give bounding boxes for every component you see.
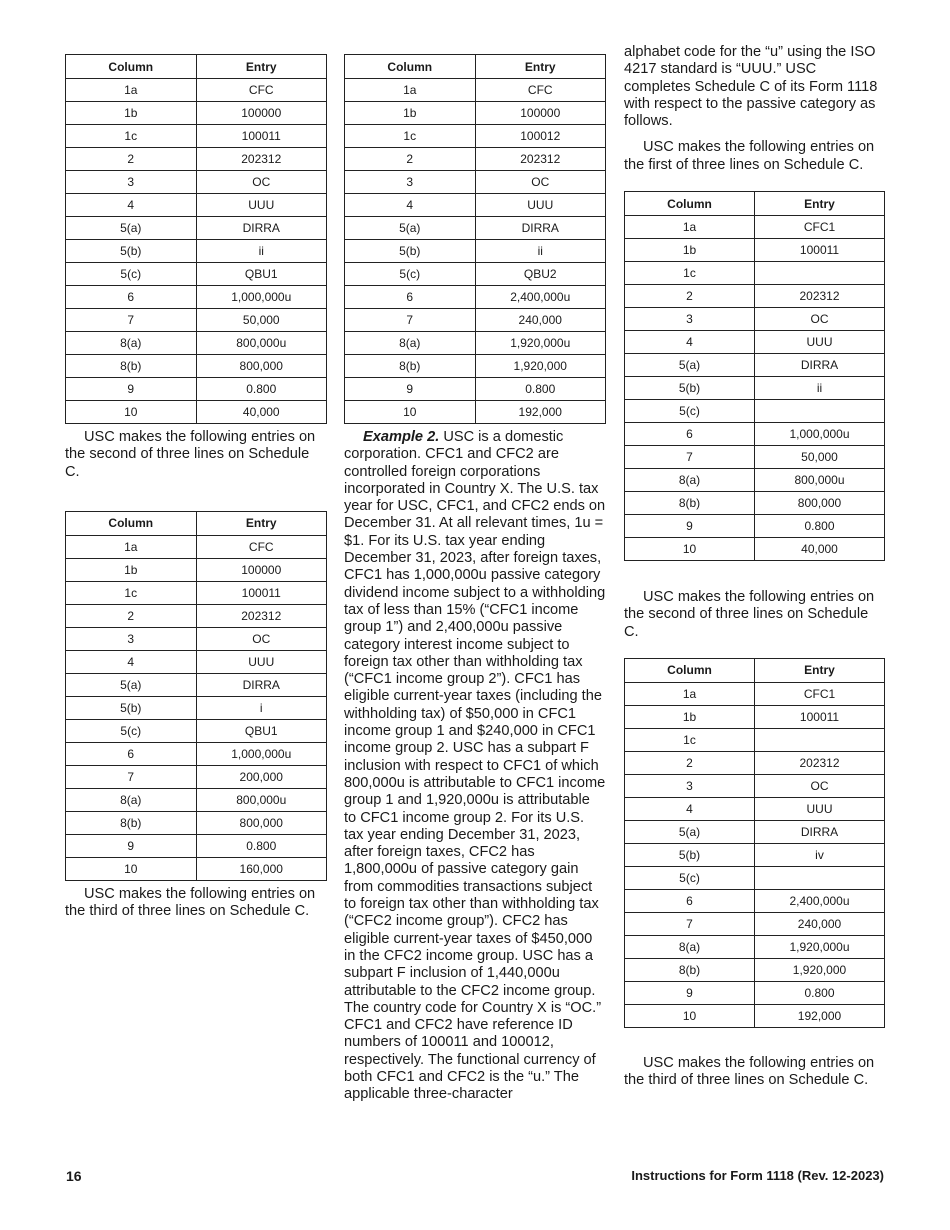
column-cell: 8(b) xyxy=(66,811,197,834)
entries-table xyxy=(65,54,327,424)
entry-cell: UUU xyxy=(755,331,885,354)
table-row xyxy=(625,774,885,797)
column-cell: 5(a) xyxy=(345,217,476,240)
table-row xyxy=(66,650,327,673)
entry-cell: DIRRA xyxy=(475,217,606,240)
column-cell: 10 xyxy=(345,401,476,424)
table-row xyxy=(66,401,327,424)
column-cell: 1a xyxy=(625,216,755,239)
entry-cell: OC xyxy=(196,171,327,194)
column-cell: 5(c) xyxy=(66,719,197,742)
table-row xyxy=(345,263,606,286)
table-row xyxy=(66,332,327,355)
entry-cell: OC xyxy=(475,171,606,194)
entry-header: Entry xyxy=(196,55,327,79)
column-cell: 1a xyxy=(66,535,197,558)
column-cell: 3 xyxy=(66,171,197,194)
entry-cell: 100000 xyxy=(196,102,327,125)
entry-cell: 800,000u xyxy=(196,332,327,355)
column-cell: 1a xyxy=(345,79,476,102)
entry-cell: DIRRA xyxy=(755,354,885,377)
table-row xyxy=(625,866,885,889)
column-cell: 5(c) xyxy=(345,263,476,286)
column-cell: 1c xyxy=(625,728,755,751)
column-cell: 10 xyxy=(625,1004,755,1027)
table-row xyxy=(625,515,885,538)
entry-cell: 100000 xyxy=(475,102,606,125)
column-cell: 7 xyxy=(66,765,197,788)
column-cell: 9 xyxy=(66,378,197,401)
column-cell: 3 xyxy=(625,308,755,331)
entry-cell: QBU1 xyxy=(196,719,327,742)
entry-cell: 100011 xyxy=(755,705,885,728)
column-cell: 6 xyxy=(625,889,755,912)
entry-cell: QBU1 xyxy=(196,263,327,286)
column-cell: 8(b) xyxy=(345,355,476,378)
entries-table xyxy=(344,54,606,424)
table-row xyxy=(66,79,327,102)
entry-cell: ii xyxy=(755,377,885,400)
entry-cell: 2,400,000u xyxy=(475,286,606,309)
table-row xyxy=(66,834,327,857)
entry-cell: 240,000 xyxy=(755,912,885,935)
table-row xyxy=(66,765,327,788)
entry-cell: 0.800 xyxy=(755,515,885,538)
entry-cell: 1,920,000u xyxy=(755,935,885,958)
entry-cell: ii xyxy=(475,240,606,263)
table-row xyxy=(625,705,885,728)
column-header: Column xyxy=(625,658,755,682)
table-row xyxy=(66,171,327,194)
column-cell: 6 xyxy=(345,286,476,309)
entry-cell: CFC xyxy=(475,79,606,102)
entry-cell: 800,000u xyxy=(755,469,885,492)
table-row xyxy=(345,286,606,309)
column-cell: 6 xyxy=(66,742,197,765)
entry-cell: 50,000 xyxy=(755,446,885,469)
table-row xyxy=(625,446,885,469)
column-cell: 9 xyxy=(625,515,755,538)
column-cell: 4 xyxy=(345,194,476,217)
entry-cell: UUU xyxy=(196,194,327,217)
table-row xyxy=(66,558,327,581)
table-row xyxy=(345,171,606,194)
table-row xyxy=(345,378,606,401)
column-cell: 6 xyxy=(625,423,755,446)
entry-cell: 800,000 xyxy=(196,811,327,834)
table-row xyxy=(625,423,885,446)
column-cell: 8(a) xyxy=(66,332,197,355)
table-row xyxy=(625,843,885,866)
entry-cell: 202312 xyxy=(755,751,885,774)
entry-cell: 1,000,000u xyxy=(755,423,885,446)
column-cell: 1b xyxy=(625,239,755,262)
table-row xyxy=(625,285,885,308)
entry-cell: 100000 xyxy=(196,558,327,581)
table-row xyxy=(625,820,885,843)
column-cell: 1c xyxy=(66,581,197,604)
entry-cell: 240,000 xyxy=(475,309,606,332)
column-cell: 9 xyxy=(66,834,197,857)
entry-cell: 800,000 xyxy=(755,492,885,515)
column-cell: 8(a) xyxy=(625,469,755,492)
column-cell: 5(c) xyxy=(66,263,197,286)
paragraph: USC makes the following entries on the first of three lines on Schedule C. xyxy=(624,139,875,173)
column-cell: 1b xyxy=(345,102,476,125)
column-cell: 2 xyxy=(625,751,755,774)
table-row xyxy=(66,125,327,148)
table-row xyxy=(625,538,885,561)
column-cell: 5(a) xyxy=(66,217,197,240)
column-header: Column xyxy=(66,511,197,535)
column-header: Column xyxy=(625,192,755,216)
column-cell: 4 xyxy=(625,331,755,354)
entry-cell: 100012 xyxy=(475,125,606,148)
entry-cell: 1,920,000u xyxy=(475,332,606,355)
column-cell: 9 xyxy=(625,981,755,1004)
column-cell: 1a xyxy=(66,79,197,102)
middle-column xyxy=(344,0,606,1104)
table-row xyxy=(66,673,327,696)
table-row xyxy=(66,581,327,604)
entry-cell: CFC xyxy=(196,79,327,102)
column-cell: 4 xyxy=(625,797,755,820)
table-row xyxy=(625,400,885,423)
table-row xyxy=(345,148,606,171)
entry-cell: 192,000 xyxy=(755,1004,885,1027)
column-cell: 1b xyxy=(66,558,197,581)
table-row xyxy=(66,355,327,378)
entry-cell: 202312 xyxy=(196,148,327,171)
table-row xyxy=(66,309,327,332)
table-row xyxy=(345,194,606,217)
column-cell: 5(b) xyxy=(66,240,197,263)
table-row xyxy=(625,981,885,1004)
table-row xyxy=(345,102,606,125)
column-cell: 5(b) xyxy=(66,696,197,719)
table-row xyxy=(66,217,327,240)
column-cell: 1a xyxy=(625,682,755,705)
entry-cell: 1,920,000 xyxy=(755,958,885,981)
column-cell: 2 xyxy=(345,148,476,171)
entry-cell: 202312 xyxy=(196,604,327,627)
column-cell: 8(a) xyxy=(625,935,755,958)
table-row xyxy=(66,811,327,834)
entry-cell: 0.800 xyxy=(755,981,885,1004)
entry-cell: UUU xyxy=(755,797,885,820)
table-row xyxy=(625,377,885,400)
entry-cell: OC xyxy=(196,627,327,650)
table-row xyxy=(625,958,885,981)
paragraph: USC makes the following entries on the second of three lines on Schedule C. xyxy=(65,429,316,480)
table-row xyxy=(345,309,606,332)
column-cell: 5(a) xyxy=(625,820,755,843)
table-row xyxy=(345,240,606,263)
entries-table xyxy=(624,658,885,1028)
column-cell: 3 xyxy=(625,774,755,797)
table-row xyxy=(66,535,327,558)
column-cell: 7 xyxy=(625,446,755,469)
column-header: Column xyxy=(345,55,476,79)
example-2-paragraph xyxy=(344,429,606,1104)
column-cell: 8(b) xyxy=(625,492,755,515)
entry-cell: DIRRA xyxy=(196,217,327,240)
table-row xyxy=(625,751,885,774)
entry-cell xyxy=(755,262,885,285)
table-row xyxy=(345,125,606,148)
entry-header: Entry xyxy=(196,511,327,535)
entry-cell: UUU xyxy=(196,650,327,673)
entry-cell: UUU xyxy=(475,194,606,217)
entry-header: Entry xyxy=(475,55,606,79)
column-cell: 10 xyxy=(625,538,755,561)
entry-cell: 50,000 xyxy=(196,309,327,332)
form-title-footer: Instructions for Form 1118 (Rev. 12-2023) xyxy=(631,1168,884,1183)
column-cell: 10 xyxy=(66,401,197,424)
table-row xyxy=(66,148,327,171)
entry-cell: 0.800 xyxy=(196,834,327,857)
entry-cell: iv xyxy=(755,843,885,866)
column-cell: 4 xyxy=(66,650,197,673)
column-cell: 7 xyxy=(625,912,755,935)
entry-cell: i xyxy=(196,696,327,719)
table-row xyxy=(625,239,885,262)
paragraph: USC makes the following entries on the third of three lines on Schedule C. xyxy=(624,1054,875,1089)
entry-cell: 0.800 xyxy=(475,378,606,401)
entries-table xyxy=(65,511,327,881)
entry-cell: 1,000,000u xyxy=(196,286,327,309)
table-row xyxy=(625,797,885,820)
paragraph: USC makes the following entries on the second of three lines on Schedule C. xyxy=(624,589,875,640)
table-row xyxy=(625,492,885,515)
right-column xyxy=(624,0,885,1090)
column-cell: 2 xyxy=(66,604,197,627)
paragraph-continued: alphabet code for the “u” using the ISO 4217 standard is “UUU.” USC completes Schedule C of its Form 1118 with respect to the passive category as follows. xyxy=(624,44,878,130)
table-row xyxy=(625,308,885,331)
entry-cell: 800,000u xyxy=(196,788,327,811)
table-row xyxy=(66,286,327,309)
column-cell: 5(b) xyxy=(625,843,755,866)
table-row xyxy=(625,889,885,912)
column-cell: 6 xyxy=(66,286,197,309)
table-row xyxy=(66,240,327,263)
column-cell: 1b xyxy=(66,102,197,125)
entry-cell: 202312 xyxy=(755,285,885,308)
column-cell: 2 xyxy=(66,148,197,171)
entry-cell: 100011 xyxy=(196,125,327,148)
table-row xyxy=(345,217,606,240)
column-cell: 7 xyxy=(345,309,476,332)
table-row xyxy=(66,102,327,125)
entry-cell: 40,000 xyxy=(755,538,885,561)
entry-cell: 192,000 xyxy=(475,401,606,424)
table-row xyxy=(66,627,327,650)
column-cell: 8(b) xyxy=(66,355,197,378)
table-row xyxy=(345,401,606,424)
table-row xyxy=(66,857,327,880)
paragraph: USC makes the following entries on the third of three lines on Schedule C. xyxy=(65,885,316,920)
entry-header: Entry xyxy=(755,192,885,216)
table-row xyxy=(625,262,885,285)
table-row xyxy=(345,79,606,102)
column-cell: 9 xyxy=(345,378,476,401)
column-cell: 3 xyxy=(345,171,476,194)
column-header: Column xyxy=(66,55,197,79)
table-row xyxy=(66,604,327,627)
entry-cell: 160,000 xyxy=(196,857,327,880)
left-column xyxy=(65,0,327,920)
table-row xyxy=(625,728,885,751)
column-cell: 8(a) xyxy=(345,332,476,355)
entry-cell: QBU2 xyxy=(475,263,606,286)
entry-cell: OC xyxy=(755,308,885,331)
entry-cell: 200,000 xyxy=(196,765,327,788)
column-cell: 5(c) xyxy=(625,400,755,423)
entry-cell: DIRRA xyxy=(755,820,885,843)
entry-cell xyxy=(755,400,885,423)
column-cell: 10 xyxy=(66,857,197,880)
entry-cell: 202312 xyxy=(475,148,606,171)
entry-cell: 40,000 xyxy=(196,401,327,424)
column-cell: 5(b) xyxy=(345,240,476,263)
column-cell: 8(b) xyxy=(625,958,755,981)
entry-cell: CFC xyxy=(196,535,327,558)
table-row xyxy=(66,263,327,286)
column-cell: 1c xyxy=(345,125,476,148)
entry-cell: 800,000 xyxy=(196,355,327,378)
table-row xyxy=(66,719,327,742)
column-cell: 4 xyxy=(66,194,197,217)
entry-cell: OC xyxy=(755,774,885,797)
column-cell: 1b xyxy=(625,705,755,728)
table-row xyxy=(345,355,606,378)
table-row xyxy=(66,742,327,765)
table-row xyxy=(625,331,885,354)
table-row xyxy=(66,378,327,401)
entry-cell: 100011 xyxy=(755,239,885,262)
table-row xyxy=(345,332,606,355)
entry-cell: DIRRA xyxy=(196,673,327,696)
column-cell: 5(a) xyxy=(625,354,755,377)
entry-cell: CFC1 xyxy=(755,216,885,239)
entry-cell xyxy=(755,728,885,751)
table-row xyxy=(625,216,885,239)
page-number: 16 xyxy=(66,1168,82,1184)
table-row xyxy=(625,1004,885,1027)
entry-header: Entry xyxy=(755,658,885,682)
table-row xyxy=(66,788,327,811)
entry-cell: 1,920,000 xyxy=(475,355,606,378)
entry-cell: 100011 xyxy=(196,581,327,604)
column-cell: 7 xyxy=(66,309,197,332)
table-row xyxy=(625,935,885,958)
entry-cell: ii xyxy=(196,240,327,263)
entry-cell: CFC1 xyxy=(755,682,885,705)
column-cell: 1c xyxy=(66,125,197,148)
entry-cell: 2,400,000u xyxy=(755,889,885,912)
column-cell: 5(b) xyxy=(625,377,755,400)
column-cell: 3 xyxy=(66,627,197,650)
table-row xyxy=(66,696,327,719)
column-cell: 2 xyxy=(625,285,755,308)
entry-cell: 0.800 xyxy=(196,378,327,401)
table-row xyxy=(625,354,885,377)
entry-cell: 1,000,000u xyxy=(196,742,327,765)
entry-cell xyxy=(755,866,885,889)
table-row xyxy=(66,194,327,217)
column-cell: 8(a) xyxy=(66,788,197,811)
entries-table xyxy=(624,191,885,561)
table-row xyxy=(625,682,885,705)
table-row xyxy=(625,469,885,492)
column-cell: 5(a) xyxy=(66,673,197,696)
column-cell: 1c xyxy=(625,262,755,285)
column-cell: 5(c) xyxy=(625,866,755,889)
table-row xyxy=(625,912,885,935)
example-title: Example 2. xyxy=(363,429,440,445)
example-text: USC is a domestic corporation. CFC1 and CFC2 are controlled foreign corporations incorporated in Country X. The U.S. tax year for USC, CFC1, and CFC2 ends on December 31. At all relevant times, 1u = $1. For its U.S. tax year ending December 31, 2023, after foreign taxes, CFC1 has 1,000,000u passive category dividend income subject to a withholding tax of less than 15% (“CFC1 income group 1”) and 2,400,000u passive category interest income subject to foreign tax other than withholding tax (“CFC1 income group 2”). CFC1 has eligible current-year taxes (including the withholding tax) of $50,000 in CFC1 income group 1 and $240,000 in CFC1 income group 2. USC has a subpart F inclusion with respect to CFC1 of which 800,000u is attributable to CFC1 income group 1 and 1,920,000u is attributable to CFC1 income group 2. For its U.S. tax year ending December 31, 2023, after foreign taxes, CFC2 has 1,800,000u of passive category gain from commodities transactions subject to foreign tax other than withholding tax (“CFC2 income group”). CFC2 has eligible current-year taxes of $450,000 in the CFC2 income group. USC has a subpart F inclusion of 1,440,000u attributable to the CFC2 income group. The country code for Country X is “OC.” CFC1 and CFC2 have reference ID numbers of 100011 and 100012, respectively. The functional currency of both CFC1 and CFC2 is the “u.” The applicable three-character xyxy=(344,429,606,1103)
